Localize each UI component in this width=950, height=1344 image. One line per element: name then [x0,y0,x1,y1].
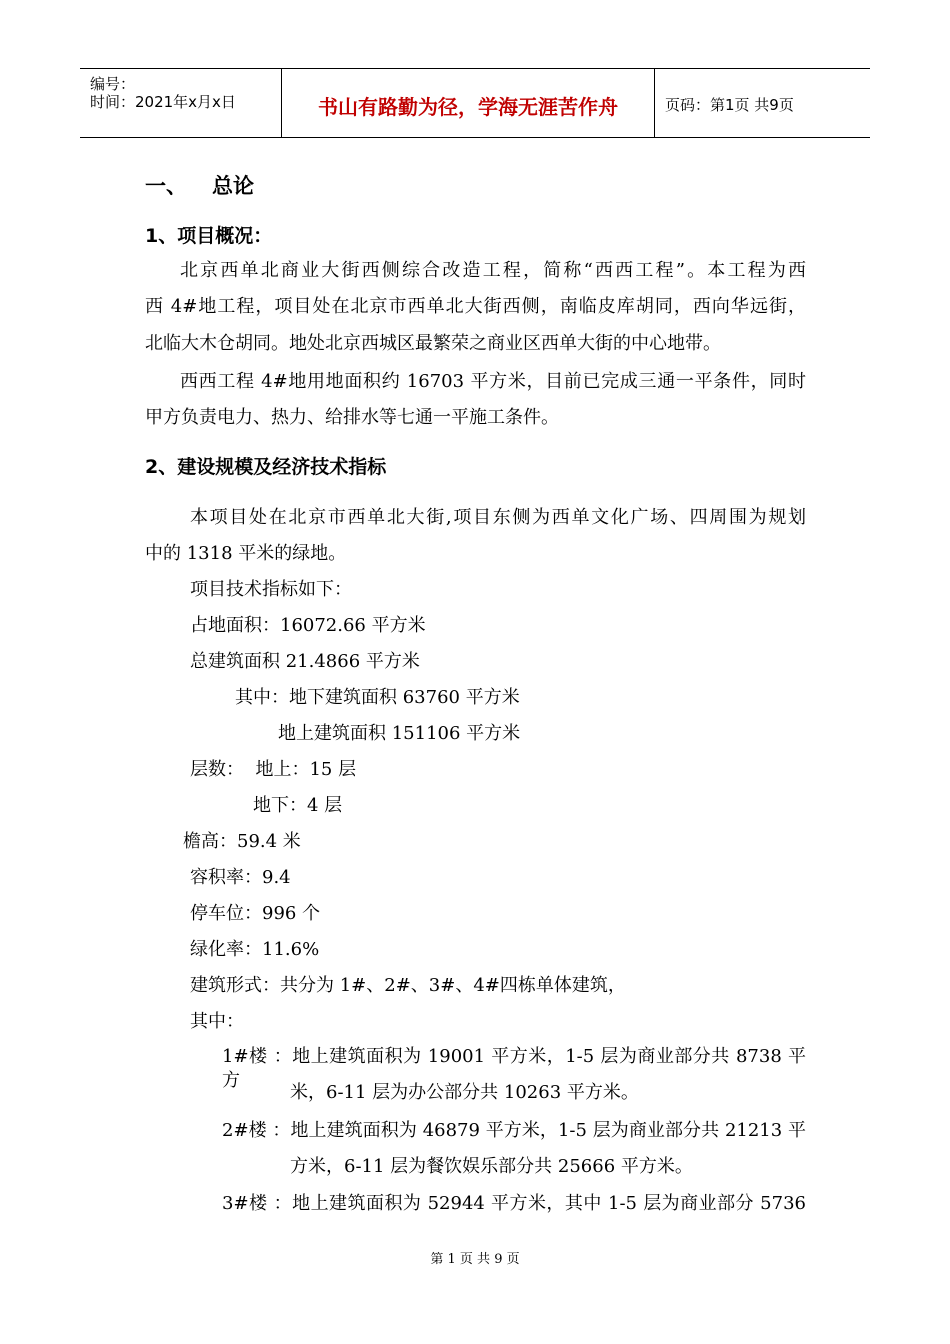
indicator-line: 占地面积：16072.66 平方米 [190,615,426,636]
indicator-line: 层数： 地上：15 层 [190,759,357,780]
indicator-line: 地上建筑面积 151106 平方米 [278,723,521,744]
paragraph-line: 甲方负责电力、热力、给排水等七通一平施工条件。 [145,407,559,428]
page-number-label: 页码：第1页 共9页 [665,96,794,114]
indicator-intro: 项目技术指标如下： [190,579,352,600]
building-line: 3#楼 ：地上建筑面积为 52944 平方米，其中 1-5 层为商业部分 5736 [222,1193,806,1214]
indicator-line: 其中：地下建筑面积 63760 平方米 [235,687,520,708]
section-title: 总论 [212,174,254,198]
building-line: 米，6-11 层为办公部分共 10263 平方米。 [290,1082,639,1103]
indicator-line: 地下：4 层 [253,795,343,816]
header-motto-cell [282,69,655,137]
doc-number-label: 编号： [90,75,136,93]
motto: 书山有路勤为径，学海无涯苦作舟 [318,95,618,119]
indicator-line: 其中： [190,1011,244,1032]
indicator-line: 绿化率：11.6% [190,939,320,960]
paragraph-line: 北京西单北商业大街西侧综合改造工程，简称“西西工程”。本工程为西 [180,260,806,281]
indicator-line: 停车位：996 个 [190,903,321,924]
paragraph-line: 西 4#地工程，项目处在北京市西单北大街西侧，南临皮库胡同，西向华远街， [145,296,806,317]
building-line: 2#楼 ：地上建筑面积为 46879 平方米，1-5 层为商业部分共 21213 平 [222,1120,806,1141]
page-footer: 第 1 页 共 9 页 [430,1252,520,1267]
paragraph-line: 西西工程 4#地用地面积约 16703 平方米，目前已完成三通一平条件，同时 [180,371,806,392]
subsection-heading-2: 2、建设规模及经济技术指标 [145,456,387,478]
paragraph-line: 中的 1318 平米的绿地。 [145,543,347,564]
building-line: 1#楼 ：地上建筑面积为 19001 平方米，1-5 层为商业部分共 8738 平方 [222,1046,806,1091]
building-line: 方米，6-11 层为餐饮娱乐部分共 25666 平方米。 [290,1156,693,1177]
paragraph-line: 本项目处在北京市西单北大街,项目东侧为西单文化广场、四周围为规划 [190,507,806,528]
section-number: 一、 [145,174,187,198]
subsection-heading-1: 1、项目概况： [145,225,273,247]
indicator-line: 容积率：9.4 [190,867,291,888]
page-header [80,68,870,138]
indicator-line: 总建筑面积 21.4866 平方米 [190,651,420,672]
doc-date-label: 时间：2021年x月x日 [90,93,236,111]
paragraph-line: 北临大木仓胡同。地处北京西城区最繁荣之商业区西单大街的中心地带。 [145,333,721,354]
header-page-cell [655,69,870,137]
header-info-cell [80,69,282,137]
indicator-line: 檐高：59.4 米 [183,831,301,852]
indicator-line: 建筑形式：共分为 1#、2#、3#、4#四栋单体建筑， [190,975,626,996]
